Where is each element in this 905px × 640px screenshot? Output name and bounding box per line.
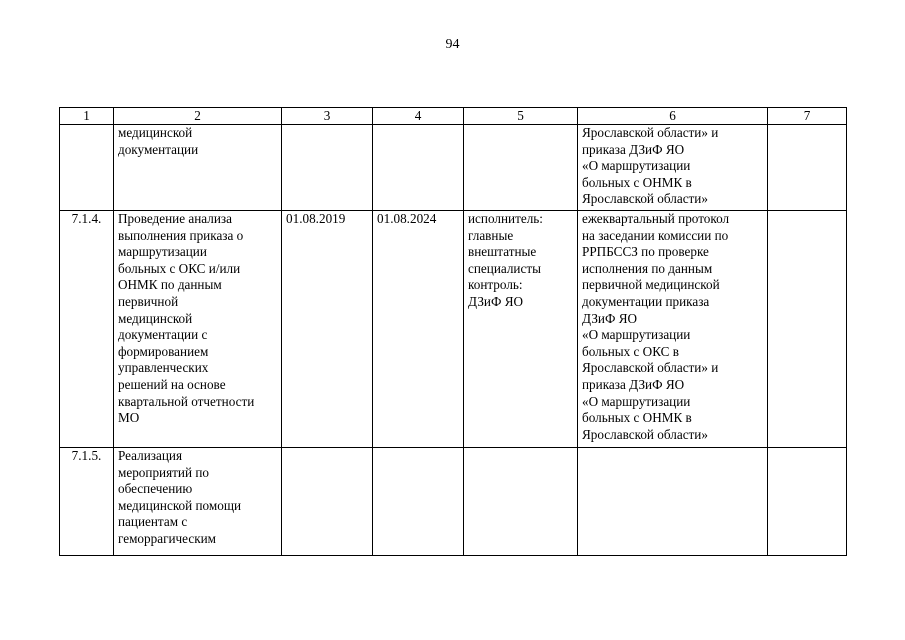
table-header-row [60, 108, 847, 125]
description-cell [114, 211, 282, 448]
note-cell [768, 125, 847, 211]
cell-text-line: мероприятий по [118, 464, 209, 480]
cell-text-line: МО [118, 410, 140, 426]
table-row [60, 211, 847, 448]
cell-text-line: Ярославской области» и [582, 360, 719, 376]
start-date-cell [282, 125, 373, 211]
cell-text-line: больных с ОКС в [582, 343, 679, 359]
responsible-cell [464, 211, 578, 448]
cell-text-line: РРПБССЗ по проверке [582, 244, 709, 260]
cell-text-line: обеспечению [118, 481, 193, 497]
cell-text-line: ДЗиФ ЯО [468, 293, 524, 309]
note-cell [768, 448, 847, 556]
cell-text-line: «О маршрутизации [582, 327, 691, 343]
page-number: 94 [445, 37, 460, 52]
cell-text-line: геморрагическим [118, 530, 217, 546]
end-date-cell [373, 125, 464, 211]
column-header: 3 [282, 108, 373, 125]
column-header: 4 [373, 108, 464, 125]
cell-text-line: Ярославской области» и [582, 125, 719, 140]
cell-text-line: ежеквартальный протокол [582, 211, 730, 226]
cell-text-line: первичной медицинской [582, 277, 720, 293]
cell-text-line: документации с [118, 327, 208, 343]
start-date-cell: 01.08.2019 [282, 211, 373, 448]
column-header: 6 [578, 108, 768, 125]
responsible-cell [464, 125, 578, 211]
cell-text-line: Реализация [118, 448, 183, 463]
cell-text-line: ДЗиФ ЯО [582, 310, 638, 326]
cell-text-line: «О маршрутизации [582, 393, 691, 409]
result-cell [578, 448, 768, 556]
column-header: 5 [464, 108, 578, 125]
cell-text-line: управленческих [118, 360, 209, 376]
cell-text-line: больных с ОКС и/или [118, 260, 241, 276]
cell-text-line: формированием [118, 343, 209, 359]
row-id-cell: 7.1.5. [60, 448, 114, 556]
cell-text-line: исполнитель: [468, 211, 543, 226]
cell-text-line: на заседании комиссии по [582, 227, 729, 243]
cell-text-line: приказа ДЗиФ ЯО [582, 376, 685, 392]
column-header: 1 [60, 108, 114, 125]
cell-text-line: ОНМК по данным [118, 277, 222, 293]
plan-table [59, 107, 847, 556]
cell-text-line: больных с ОНМК в [582, 410, 692, 426]
responsible-cell [464, 448, 578, 556]
start-date-cell [282, 448, 373, 556]
description-cell [114, 448, 282, 556]
table-row [60, 125, 847, 211]
cell-text-line: главные [468, 227, 514, 243]
cell-text-line: медицинской [118, 310, 193, 326]
table-body [60, 108, 847, 556]
result-cell [578, 211, 768, 448]
cell-text-line: «О маршрутизации [582, 158, 691, 174]
end-date-cell: 01.08.2024 [373, 211, 464, 448]
result-cell [578, 125, 768, 211]
cell-text-line: Ярославской области» [582, 191, 708, 207]
column-header: 7 [768, 108, 847, 125]
note-cell [768, 211, 847, 448]
cell-text-line: документации приказа [582, 293, 710, 309]
cell-text-line: маршрутизации [118, 244, 207, 260]
cell-text-line: первичной [118, 293, 179, 309]
cell-text-line: решений на основе [118, 376, 226, 392]
table-row [60, 448, 847, 556]
cell-text-line: медицинской [118, 125, 193, 140]
cell-text-line: квартальной отчетности [118, 393, 255, 409]
column-header: 2 [114, 108, 282, 125]
cell-text-line: специалисты [468, 260, 541, 276]
cell-text-line: Ярославской области» [582, 426, 708, 442]
cell-text-line: исполнения по данным [582, 260, 713, 276]
cell-text-line: приказа ДЗиФ ЯО [582, 141, 685, 157]
row-id-cell: 7.1.4. [60, 211, 114, 448]
cell-text-line: выполнения приказа о [118, 227, 244, 243]
cell-text-line: документации [118, 141, 199, 157]
cell-text-line: медицинской помощи [118, 497, 242, 513]
cell-text-line: контроль: [468, 277, 523, 293]
cell-text-line: пациентам с [118, 514, 188, 530]
cell-text-line: внештатные [468, 244, 537, 260]
cell-text-line: больных с ОНМК в [582, 174, 692, 190]
cell-text-line: Проведение анализа [118, 211, 232, 226]
row-id-cell [60, 125, 114, 211]
end-date-cell [373, 448, 464, 556]
description-cell [114, 125, 282, 211]
